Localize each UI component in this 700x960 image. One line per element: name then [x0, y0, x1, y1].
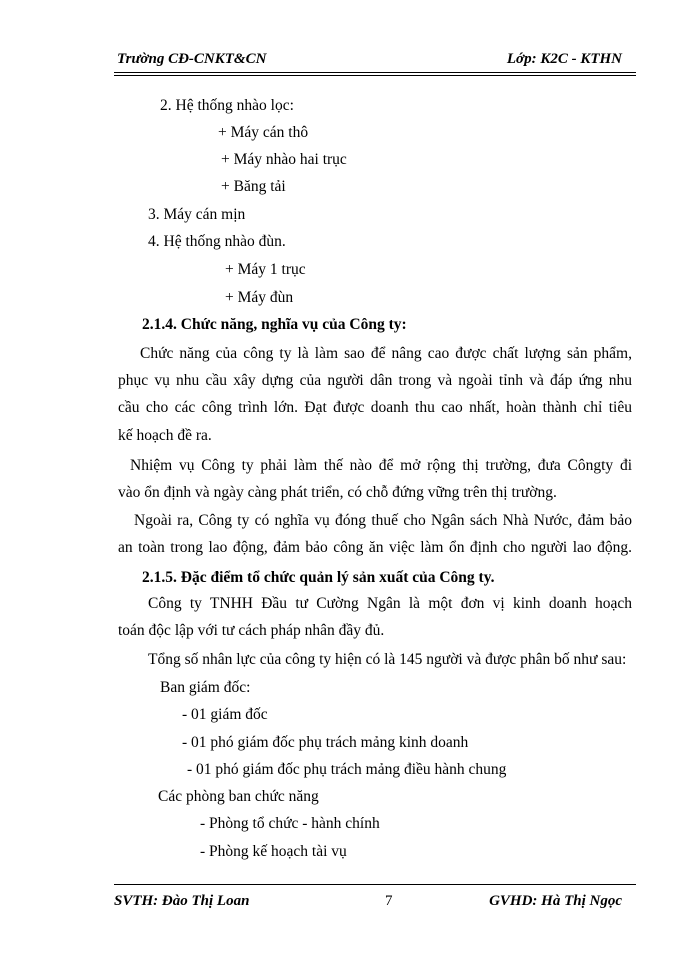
list-item: 3. Máy cán mịn — [148, 206, 246, 223]
paragraph-line: Công ty TNHH Đầu tư Cường Ngân là một đơn vị kinh doanh hoạch — [148, 595, 632, 612]
header-class: Lớp: K2C - KTHN — [506, 51, 622, 67]
section-heading-2-1-5: 2.1.5. Đặc điểm tổ chức quản lý sản xuất của Công ty. — [142, 569, 495, 586]
list-item: + Máy đùn — [225, 289, 294, 306]
paragraph-line: cầu cho các công trình lớn. Đạt được doanh thu cao nhất, hoàn thành chỉ tiêu — [118, 399, 632, 417]
page-number: 7 — [385, 893, 393, 909]
paragraph-line: Nhiệm vụ Công ty phải làm thế nào để mở rộng thị trường, đưa Côngty đi — [130, 457, 632, 474]
paragraph-line: phục vụ nhu cầu xây dựng của người dân trong và ngoài tỉnh và đáp ứng nhu — [118, 372, 632, 390]
list-item: + Băng tải — [221, 178, 286, 195]
footer-supervisor: GVHD: Hà Thị Ngọc — [489, 893, 622, 909]
header-rule-double — [114, 75, 636, 76]
paragraph-line: toán độc lập với tư cách pháp nhân đầy đủ. — [118, 622, 385, 640]
board-item: - 01 giám đốc — [182, 706, 268, 723]
footer-rule — [114, 884, 636, 885]
dept-item: - Phòng tổ chức - hành chính — [200, 815, 380, 832]
paragraph-line: vào ổn định và ngày càng phát triển, có chỗ đứng vững trên thị trường. — [118, 484, 557, 502]
header-rule — [114, 72, 636, 73]
board-item: - 01 phó giám đốc phụ trách mảng kinh doanh — [182, 734, 469, 751]
paragraph-line: Chức năng của công ty là làm sao để nâng cao được chất lượng sản phẩm, — [140, 345, 632, 362]
paragraph-line: Ngoài ra, Công ty có nghĩa vụ đóng thuế cho Ngân sách Nhà Nước, đảm bảo — [134, 512, 632, 529]
dept-item: - Phòng kế hoạch tài vụ — [200, 843, 347, 860]
list-item: + Máy cán thô — [218, 124, 309, 141]
list-item: + Máy 1 trục — [225, 261, 306, 278]
paragraph-workforce: Tổng số nhân lực của công ty hiện có là 145 người và được phân bố như sau: — [148, 651, 627, 668]
list-item: 2. Hệ thống nhào lọc: — [160, 97, 294, 114]
dept-title: Các phòng ban chức năng — [158, 788, 319, 805]
board-item: - 01 phó giám đốc phụ trách mảng điều hành chung — [187, 761, 507, 778]
paragraph-obligations — [118, 507, 632, 561]
section-heading-2-1-4: 2.1.4. Chức năng, nghĩa vụ của Công ty: — [142, 316, 407, 333]
paragraph-line: kế hoạch đề ra. — [118, 426, 212, 444]
header-school: Trường CĐ-CNKT&CN — [117, 51, 267, 67]
footer-student: SVTH: Đào Thị Loan — [114, 893, 250, 909]
list-item: 4. Hệ thống nhào đùn. — [148, 233, 286, 250]
paragraph-company — [118, 590, 632, 644]
list-item: + Máy nhào hai trục — [221, 151, 347, 168]
paragraph-duties — [118, 452, 632, 506]
paragraph-functions — [118, 340, 632, 449]
board-title: Ban giám đốc: — [160, 679, 251, 696]
paragraph-line: an toàn trong lao động, đảm bảo công ăn việc làm ổn định cho người lao động. — [118, 539, 632, 557]
